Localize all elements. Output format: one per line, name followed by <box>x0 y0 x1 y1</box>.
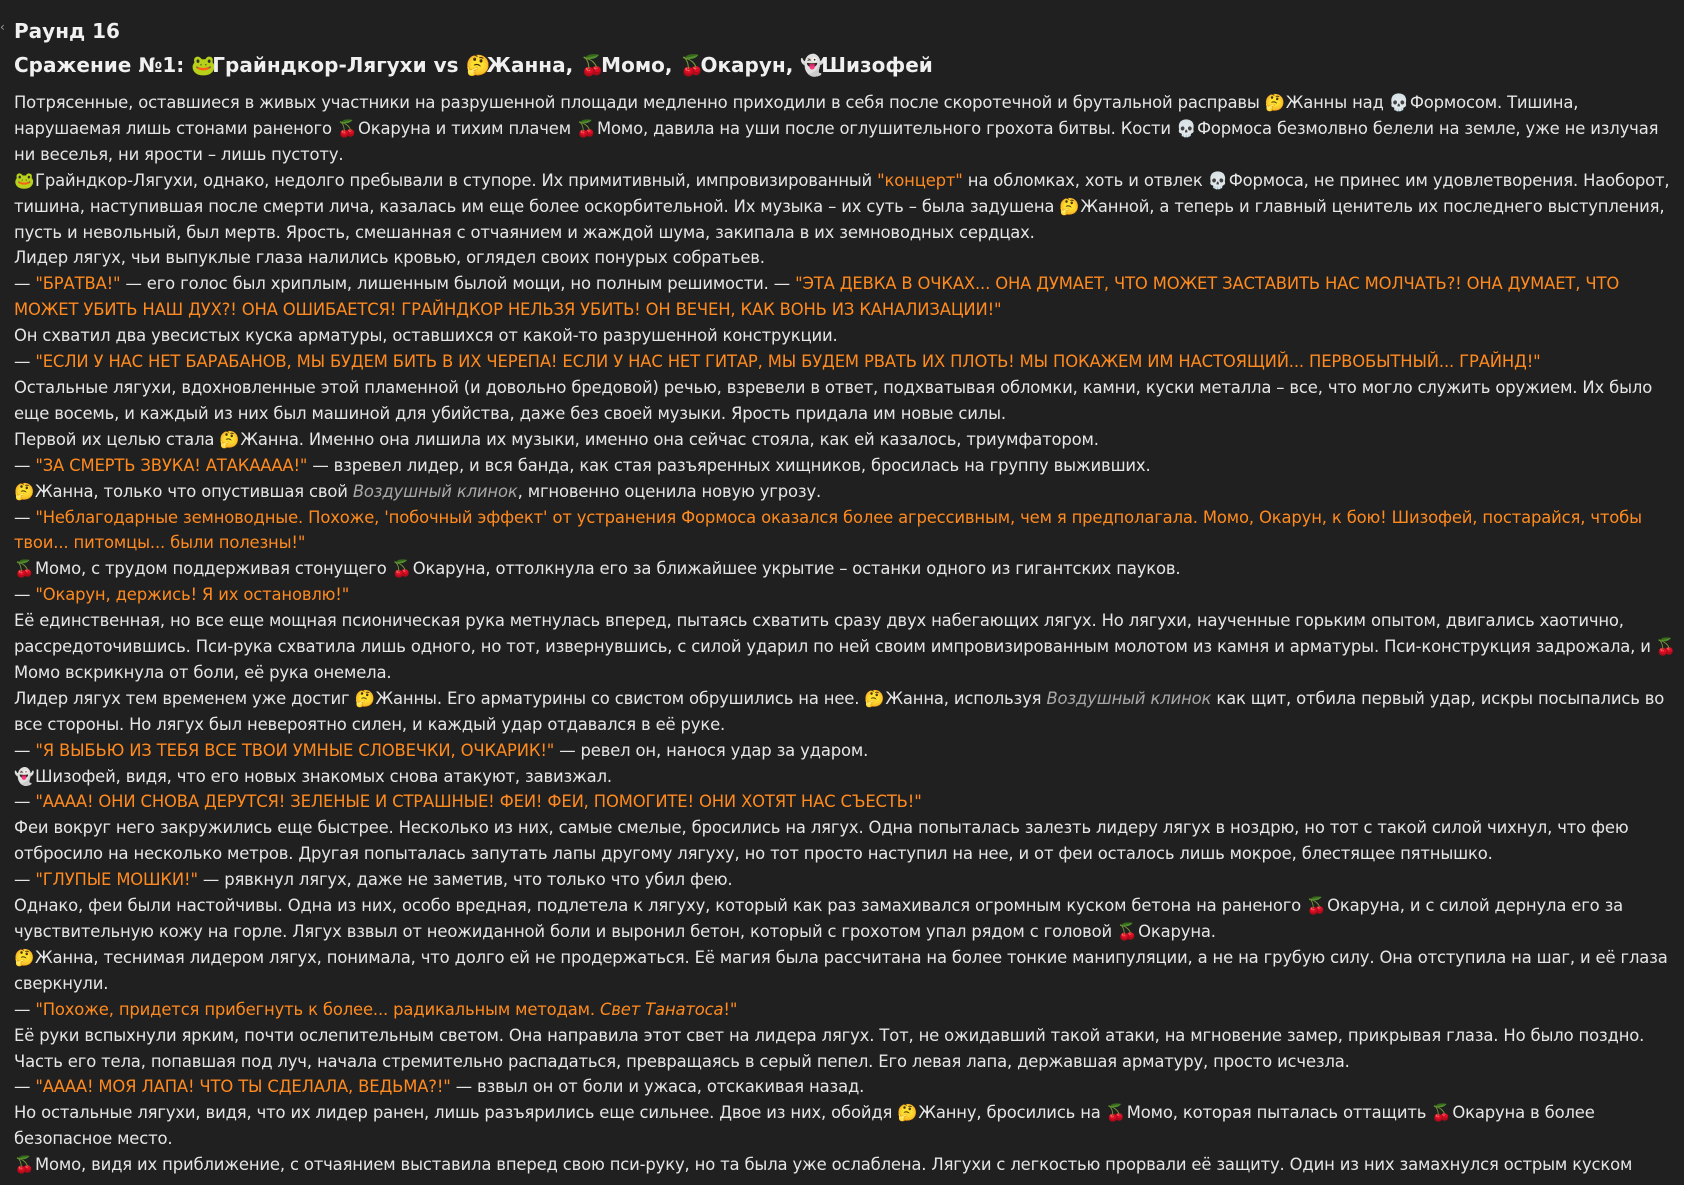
collapse-arrow-icon[interactable]: ‹ <box>0 20 5 34</box>
text: Момо, которая пыталась оттащить <box>1126 1103 1427 1123</box>
paragraph <box>14 90 1682 168</box>
cherries-icon: 🍒 <box>575 118 597 138</box>
text: Момо, давила на уши после оглушительного грохота битвы. Кости <box>596 118 1171 138</box>
thinking-face-icon: 🤔 <box>897 1103 918 1123</box>
text: Формоса безмолвно белели на земле, уже не излучая ни веселья, ни ярости – лишь пустоту. <box>14 118 1659 164</box>
dash: — <box>14 352 31 372</box>
battle-vs: vs <box>433 53 459 77</box>
paragraph: Он схватил два увесистых куска арматуры, оставшихся от какой-то разрушенной конструкции. <box>14 326 838 346</box>
quote: "ЭТА ДЕВКА В ОЧКАХ... ОНА ДУМАЕТ, ЧТО МОЖЕТ ЗАСТАВИТЬ НАС МОЛЧАТЬ?! ОНА ДУМАЕТ, ЧТО МОЖЕТ УБИТЬ НАШ ДУХ?! ОНА ОШИБАЕТСЯ! ГРАЙНДКОР НЕЛЬЗЯ УБИТЬ! ОН ВЕЧЕН, КАК ВОНЬ ИЗ КАНАЛИЗАЦИИ!" <box>14 274 1620 320</box>
paragraph: Её руки вспыхнули ярким, почти ослепительным светом. Она направила этот свет на лидера лягух. Тот, не ожидавший такой атаки, на мгновение замер, прикрывая глаза. Но было поздно. Часть его тела, попавшая под луч, начала стремительно распадаться, превращаясь в серый пепел. Его левая лапа, державшая арматуру, просто исчезла. <box>14 1025 1645 1071</box>
thinking-face-icon: 🤔 <box>219 429 240 449</box>
quote: "АААА! МОЯ ЛАПА! ЧТО ТЫ СДЕЛАЛА, ВЕДЬМА?!" <box>35 1077 451 1097</box>
text: Момо вскрикнула от боли, её рука онемела. <box>14 662 392 682</box>
thinking-face-icon: 🤔 <box>465 53 491 77</box>
cherries-icon: 🍒 <box>1117 922 1138 941</box>
text: — ревел он, нанося удар за ударом. <box>559 740 869 760</box>
paragraph <box>14 556 1682 582</box>
battle-title <box>14 50 1682 80</box>
quote: "АААА! ОНИ СНОВА ДЕРУТСЯ! ЗЕЛЕНЫЕ И СТРАШНЫЕ! ФЕИ! ФЕИ, ПОМОГИТЕ! ОНИ ХОТЯТ НАС СЪЕСТЬ!" <box>35 792 922 812</box>
text: Потрясенные, оставшиеся в живых участники на разрушенной площади медленно приходили в себя после скоротечной и брутальной расправы <box>14 93 1260 112</box>
text: Жанны над <box>1285 93 1384 112</box>
paragraph <box>14 505 1682 557</box>
paragraph: Лидер лягух, чьи выпуклые глаза налились кровью, оглядел своих понурых собратьев. <box>14 248 765 268</box>
battle-participant-okarun: Окарун, <box>700 53 794 77</box>
thinking-face-icon: 🤔 <box>354 688 375 708</box>
text: Момо, с трудом поддерживая стонущего <box>35 559 387 579</box>
battle-participant-shizofey: Шизофей <box>821 53 933 77</box>
message-content <box>14 16 1682 1178</box>
quote: "Окарун, держись! Я их остановлю!" <box>35 585 350 605</box>
paragraph <box>14 582 1682 608</box>
paragraph <box>14 427 1682 453</box>
battle-frogs: Грайндкор-Лягухи <box>212 53 427 77</box>
battle-participant-momo: Момо, <box>601 53 673 77</box>
text: Окаруна в более безопасное место. <box>14 1103 1595 1149</box>
battle-participant-zhanna: Жанна, <box>486 53 574 77</box>
dash: — <box>14 999 31 1019</box>
text: Жанна, только что опустившая свой <box>35 481 348 501</box>
spell-name: Воздушный клинок <box>352 481 518 501</box>
paragraph <box>14 945 1682 997</box>
text: Первой их целью стала <box>14 429 215 449</box>
story-text <box>14 90 1682 1178</box>
cherries-icon: 🍒 <box>1306 896 1327 916</box>
text: Жанну, бросились на <box>918 1103 1101 1123</box>
cherries-icon: 🍒 <box>679 53 705 77</box>
text: — его голос был хриплым, лишенным былой мощи, но полным решимости. — <box>125 274 791 294</box>
thinking-face-icon: 🤔 <box>14 947 35 967</box>
paragraph <box>14 686 1682 738</box>
paragraph <box>14 271 1682 323</box>
paragraph <box>14 453 1682 479</box>
text: Формосом. Тишина, нарушаемая лишь стонами раненого <box>14 93 1579 138</box>
text: как щит, отбила первый удар, искры посыпались во все стороны. Но лягух был невероятно силен, и каждый удар отдавался в её руке. <box>14 688 1665 734</box>
text: Формоса, не принес им удовлетворения. Наоборот, тишина, наступившая после смерти лича, казалась им еще более оскорбительной. Их музыка – их суть – была задушена <box>14 170 1670 216</box>
text: — взвыл он от боли и ужаса, отскакивая назад. <box>455 1077 865 1097</box>
paragraph <box>14 479 1682 505</box>
paragraph: Остальные лягухи, вдохновленные этой пламенной (и довольно бредовой) речью, взревели в ответ, подхватывая обломки, камни, куски металла – все, что могло служить оружием. Их было еще восемь, и каждый из них был машиной для убийства, даже без своей музыки. Ярость придала им новые силы. <box>14 377 1653 423</box>
paragraph <box>14 867 1682 893</box>
paragraph <box>14 1152 1682 1178</box>
spell-name: Воздушный клинок <box>1046 688 1212 708</box>
dash: — <box>14 870 31 890</box>
text: Момо, видя их приближение, с отчаянием выставила вперед свою пси-руку, но та была уже ослаблена. Лягухи с легкостью прорвали её защиту. Один из них замахнулся острым куском <box>35 1155 1633 1175</box>
paragraph: Феи вокруг него закружились еще быстрее. Несколько из них, самые смелые, бросились на лягух. Одна попыталась залезть лидеру лягух в ноздрю, но тот с такой силой чихнул, что фею отбросило на несколько метров. Другая попыталась запутать лапы другому лягуху, но тот просто наступил на нее, и от феи осталось лишь мокрое, блестящее пятнышко. <box>14 818 1629 864</box>
paragraph <box>14 997 1682 1023</box>
ghost-icon: 👻 <box>14 766 35 786</box>
text: Жанна, используя <box>885 688 1042 708</box>
text: Жанны. Его арматурины со свистом обрушились на нее. <box>375 688 860 708</box>
text: Жанной, а теперь и главный ценитель их последнего выступления, пусть и невольный, был мертв. Ярость, смешанная с отчаянием и жаждой шума, закипала в их земноводных сердцах. <box>14 196 1665 242</box>
quote: "Я ВЫБЬЮ ИЗ ТЕБЯ ВСЕ ТВОИ УМНЫЕ СЛОВЕЧКИ, ОЧКАРИК!" <box>35 740 555 760</box>
text: Грайндкор-Лягухи, однако, недолго пребывали в ступоре. Их примитивный, импровизированный <box>35 170 873 190</box>
thinking-face-icon: 🤔 <box>864 688 885 708</box>
round-title: Раунд 16 <box>14 19 120 43</box>
dash: — <box>14 455 31 475</box>
cherries-icon: 🍒 <box>1105 1103 1127 1123</box>
thinking-face-icon: 🤔 <box>14 481 35 501</box>
text: Окаруна, и с силой дернула его за чувствительную кожу на горле. Лягух взвыл от неожиданной боли и выронил бетон, который с грохотом упал рядом с головой <box>14 896 1624 941</box>
battle-prefix: Сражение №1: <box>14 53 185 77</box>
text: Жанна, теснимая лидером лягух, понимала, что долго ей не продержаться. Её магия была рассчитана на более тонкие манипуляции, а не на грубую силу. Она отступила на шаг, и её глаза сверкнули. <box>14 947 1668 993</box>
dash: — <box>14 585 31 605</box>
cherries-icon: 🍒 <box>1431 1103 1452 1123</box>
paragraph <box>14 893 1682 945</box>
cherries-icon: 🍒 <box>336 118 358 138</box>
text: на обломках, хоть и отвлек <box>967 170 1203 190</box>
text: — взревел лидер, и вся банда, как стая разъяренных хищников, бросилась на группу выживших. <box>312 455 1151 475</box>
paragraph <box>14 168 1682 246</box>
thinking-face-icon: 🤔 <box>1059 196 1080 216</box>
quote: "Неблагодарные земноводные. Похоже, 'побочный эффект' от устранения Формоса оказался более агрессивным, чем я предполагала. Момо, Окарун, к бою! Шизофей, постарайся, чтобы твои... питомцы... были полезны!" <box>14 507 1642 553</box>
dash: — <box>14 274 31 294</box>
frog-icon: 🐸 <box>14 170 35 190</box>
frog-icon: 🐸 <box>191 53 217 77</box>
dash: — <box>14 792 31 812</box>
cherries-icon: 🍒 <box>1655 637 1677 657</box>
text: Окаруна. <box>1138 922 1216 941</box>
thinking-face-icon: 🤔 <box>1264 93 1285 112</box>
text: Но остальные лягухи, видя, что их лидер ранен, лишь разъярились еще сильнее. Двое из них, обойдя <box>14 1103 893 1123</box>
cherries-icon: 🍒 <box>580 53 606 77</box>
cherries-icon: 🍒 <box>391 559 412 579</box>
quote: "Похоже, придется прибегнуть к более... радикальным методам. <box>35 999 595 1019</box>
quote: "ЗА СМЕРТЬ ЗВУКА! АТАКАААА!" <box>35 455 308 475</box>
text: — рявкнул лягух, даже не заметив, что только что убил фею. <box>202 870 733 890</box>
text: Лидер лягух тем временем уже достиг <box>14 688 350 708</box>
text: Жанна. Именно она лишила их музыки, именно она сейчас стояла, как ей казалось, триумфатором. <box>240 429 1099 449</box>
spell-name: Свет Танатоса <box>599 999 724 1019</box>
quote: "БРАТВА!" <box>35 274 121 294</box>
dash: — <box>14 740 31 760</box>
text: Шизофей, видя, что его новых знакомых снова атакуют, завизжал. <box>35 766 612 786</box>
text: Окаруна и тихим плачем <box>357 118 571 138</box>
paragraph <box>14 1100 1682 1152</box>
dash: — <box>14 507 31 527</box>
text: Её единственная, но все еще мощная псионическая рука метнулась вперед, пытаясь схватить сразу двух набегающих лягух. Но лягухи, наученные горьким опытом, двигались хаотично, рассредоточившись. Пси-рука схватила лишь одного, но тот, извернувшись, с силой ударил по ней своим импровизированным молотом из камня и арматуры. Пси-конструкция задрожала, и <box>14 611 1651 657</box>
paragraph <box>14 1074 1682 1100</box>
dash: — <box>14 1077 31 1097</box>
quote: "концерт" <box>877 170 963 190</box>
paragraph <box>14 738 1682 764</box>
skull-icon: 💀 <box>1175 118 1197 138</box>
quote: !" <box>723 999 738 1019</box>
cherries-icon: 🍒 <box>14 1155 35 1175</box>
paragraph <box>14 764 1682 790</box>
paragraph <box>14 349 1682 375</box>
cherries-icon: 🍒 <box>14 559 35 579</box>
text: , мгновенно оценила новую угрозу. <box>517 481 822 501</box>
quote: "ЕСЛИ У НАС НЕТ БАРАБАНОВ, МЫ БУДЕМ БИТЬ В ИХ ЧЕРЕПА! ЕСЛИ У НАС НЕТ ГИТАР, МЫ БУДЕМ РВАТЬ ИХ ПЛОТЬ! МЫ ПОКАЖЕМ ИМ НАСТОЯЩИЙ... ПЕРВОБЫТНЫЙ... ГРАЙНД!" <box>35 352 1541 372</box>
paragraph <box>14 789 1682 815</box>
paragraph <box>14 608 1682 686</box>
text: Однако, феи были настойчивы. Одна из них, особо вредная, подлетела к лягуху, который как раз замахивался огромным куском бетона на раненого <box>14 896 1302 916</box>
text: Окаруна, оттолкнула его за ближайшее укрытие – останки одного из гигантских пауков. <box>412 559 1181 579</box>
skull-icon: 💀 <box>1207 170 1228 190</box>
quote: "ГЛУПЫЕ МОШКИ!" <box>35 870 198 890</box>
ghost-icon: 👻 <box>800 53 826 77</box>
skull-icon: 💀 <box>1388 93 1410 112</box>
